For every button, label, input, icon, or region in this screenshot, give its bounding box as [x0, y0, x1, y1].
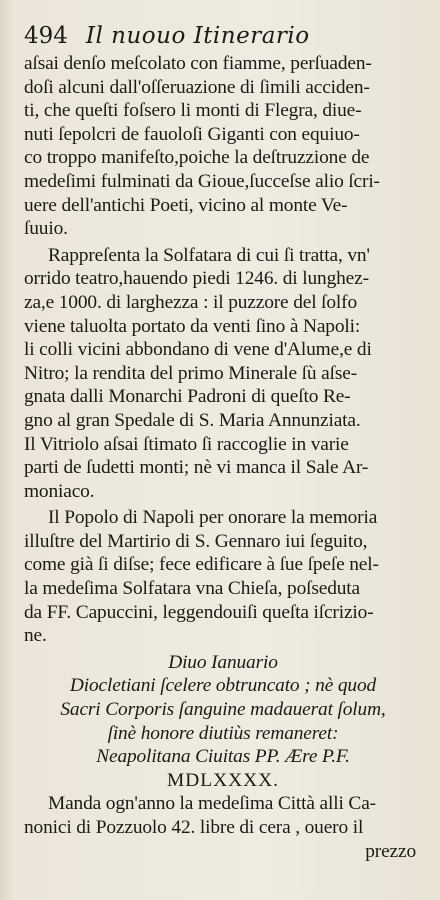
paragraph-4: [24, 792, 422, 863]
inscription-line: Neapolitana Ciuitas PP. Ære P.F.: [96, 746, 350, 768]
text-line: Nitro; la rendita del primo Minerale ſù aſse-: [24, 362, 358, 384]
paragraph-1: [24, 52, 422, 241]
text-line: ſuuio.: [24, 218, 68, 240]
page-header: [24, 22, 422, 50]
text-line: li colli vicini abbondano di vene d'Alume,e di: [24, 339, 372, 361]
inscription-line: Diocletiani ſcelere obtruncato ; nè quod: [69, 675, 377, 697]
text-line: nuti ſepolcri de fauoloſi Giganti con equiuo-: [24, 123, 360, 145]
text-line: viene taluolta portato da venti ſino à Napoli:: [24, 315, 361, 337]
inscription-line: Sacri Corporis ſanguine madauerat ſolum,: [60, 699, 386, 721]
text-line: come già ſi diſse; fece edificare à ſue ſpeſe nel-: [24, 554, 379, 576]
text-line: co troppo manifeſto,poiche la deſtruzzione de: [24, 147, 370, 169]
inscription-line: Diuo Ianuario: [168, 651, 278, 673]
text-line: Il Vitriolo aſsai ſtimato ſi raccoglie in varie: [24, 433, 349, 455]
text-line: Il Popolo di Napoli per onorare la memoria: [48, 507, 378, 529]
text-line: nonici di Pozzuolo 42. libre di cera , ouero il: [24, 817, 364, 838]
paragraph-3: [24, 506, 422, 648]
page-number: 494: [24, 23, 68, 49]
text-line: za,e 1000. di larghezza : il puzzore del ſolfo: [24, 291, 358, 313]
text-line: Manda ogn'anno la medeſima Città alli Ca-: [48, 793, 376, 815]
text-line: gno al gran Spedale di S. Maria Annunziata.: [24, 409, 361, 431]
inscription-date: MDLXXXX.: [167, 769, 279, 791]
text-line: orrido teatro,hauendo piedi 1246. di lunghez-: [24, 268, 369, 290]
inscription-block: [24, 651, 422, 793]
text-line: ti, che queſti foſsero li monti di Flegra, diue-: [24, 100, 362, 122]
text-line: medeſimi fulminati da Gioue,ſucceſse alio ſcri-: [24, 170, 380, 192]
text-line: gnata dalli Monarchi Padroni di queſto Re-: [24, 386, 351, 408]
text-line: ne.: [24, 625, 47, 647]
text-line: aſsai denſo meſcolato con fiamme, perſuaden-: [24, 53, 372, 74]
running-title: Il nuouo Itinerario: [85, 23, 310, 49]
text-line: uere dell'antichi Poeti, vicino al monte Ve-: [24, 194, 348, 216]
inscription-line: ſinè honore diutiùs remaneret:: [107, 722, 339, 744]
text-line: Rappreſenta la Solfatara di cui ſi tratta, vn': [48, 244, 370, 266]
text-line: da FF. Capuccini, leggendouiſi queſta iſcrizio-: [24, 601, 374, 623]
text-line: doſi alcuni dall'oſſeruazione di ſimili acciden-: [24, 76, 370, 98]
catchword: prezzo: [365, 840, 416, 862]
text-line: la medeſima Solfatara vna Chieſa, poſseduta: [24, 578, 361, 600]
text-line: moniaco.: [24, 480, 95, 502]
text-line: parti de ſudetti monti; nè vi manca il Sale Ar-: [24, 457, 369, 479]
paragraph-2: [24, 244, 422, 504]
text-line: illuſtre del Martirio di S. Gennaro iui ſeguito,: [24, 530, 368, 552]
